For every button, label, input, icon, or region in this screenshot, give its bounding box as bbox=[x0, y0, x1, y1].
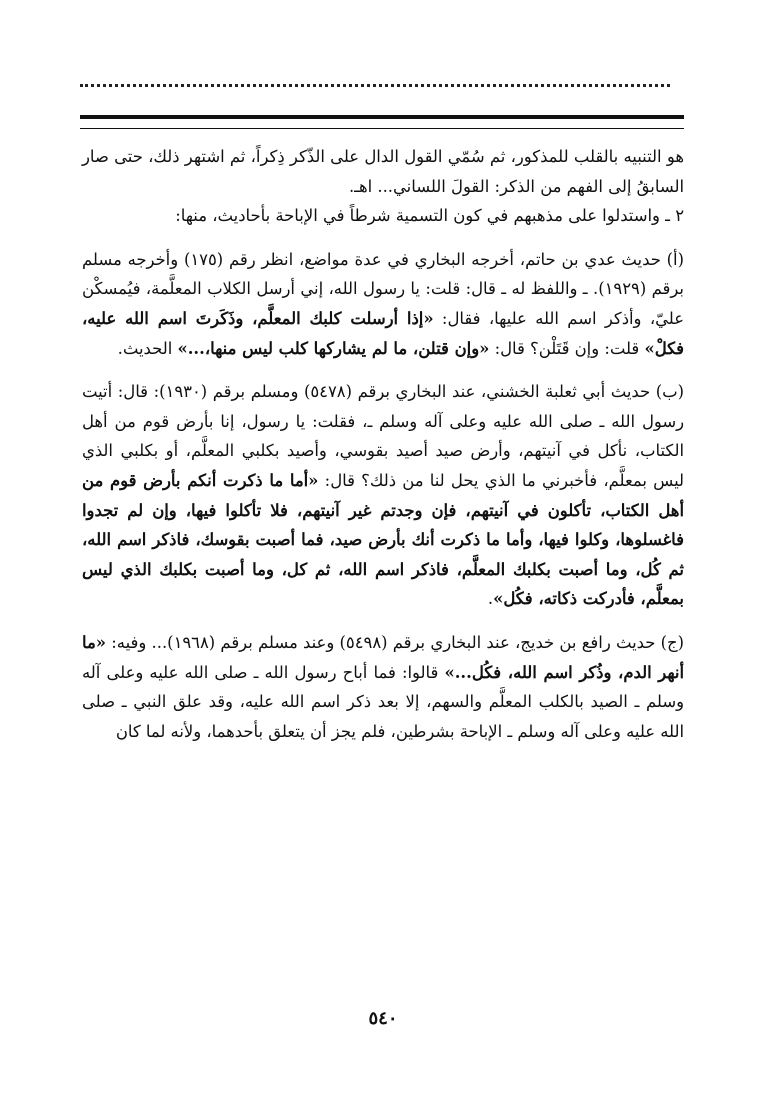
hadith-c-text-2: قالوا: فما أباح رسول الله ـ صلى الله عليه وعلى آله وسلم ـ الصيد بالكلب المعلَّم والسهم، إلا بعد ذكر اسم الله عليه، وقد علق النبي ـ صلى الله عليه وعلى آله وسلم ـ الإباحة بشرطين، فلم يجز أن يتعلق بأحدهما، ولأنه لما كان bbox=[82, 662, 684, 741]
paragraph-hadith-b bbox=[82, 377, 684, 614]
hadith-a-text-3: الحديث. bbox=[117, 338, 178, 358]
hadith-b-quote: «أما ما ذكرت أنكم بأرض قوم من أهل الكتاب، تأكلون في آنيتهم، فإن وجدتم غير آنيتهم، فلا تأكلوا فيها، وإن لم تجدوا فاغسلوها، وكلوا فيها، وأما ما ذكرت أنك بأرض صيد، فما أصبت بقوسك، فاذكر اسم الله، ثم كُل، وما أصبت بكلبك المعلَّم، فاذكر اسم الله، ثم كل، وما أصبت بكلبك الذي ليس بمعلَّم، فأدركت ذكاته، فكُل» bbox=[82, 470, 684, 609]
page-number: ٥٤٠ bbox=[368, 1008, 398, 1029]
paragraph-text: ٢ ـ واستدلوا على مذهبهم في كون التسمية شرطاً في الإباحة بأحاديث، منها: bbox=[175, 206, 684, 226]
hadith-c-quote: «ما أنهر الدم، وذُكر اسم الله، فكُل...» bbox=[82, 632, 684, 682]
hadith-b-text-2: . bbox=[487, 589, 494, 609]
hadith-a-text-1: (أ) حديث عدي بن حاتم، أخرجه البخاري في عدة مواضع، انظر رقم (١٧٥) وأخرجه مسلم برقم (١٩٢٩). ـ واللفظ له ـ قال: قلت: يا رسول الله، إني أرسل الكلاب المعلَّمة، فيُمسكْن عليّ، وأذكر اسم الله عليها، فقال: bbox=[82, 249, 684, 328]
hadith-a-quote-1: «إذا أرسلت كلبك المعلَّم، وذَكَرتَ اسم الله عليه، فكلْ» bbox=[82, 308, 684, 358]
paragraph-continuation bbox=[82, 142, 684, 201]
paragraph-hadith-c bbox=[82, 628, 684, 746]
paragraph-hadith-a bbox=[82, 245, 684, 363]
paragraph-text: هو التنبيه بالقلب للمذكور، ثم سُمّي القول الدال على الذّكر ذِكراً، ثم اشتهر ذلك، حتى صار السابقُ إلى الفهم من الذكر: القولَ اللساني... اهـ. bbox=[82, 147, 684, 196]
header-rule-thick bbox=[80, 115, 684, 119]
hadith-a-quote-2: «وإن قتلن، ما لم يشاركها كلب ليس منها،...» bbox=[177, 338, 490, 358]
paragraph-evidence-intro bbox=[82, 201, 684, 231]
dotted-separator bbox=[80, 84, 670, 87]
hadith-c-text-1: (ج) حديث رافع بن خديج، عند البخاري برقم (٥٤٩٨) وعند مسلم برقم (١٩٦٨)... وفيه: bbox=[106, 632, 684, 652]
header-rule-thin bbox=[80, 128, 684, 129]
hadith-a-text-2: قلت: وإن قَتَلْن؟ قال: bbox=[489, 338, 645, 358]
page-body bbox=[82, 142, 684, 746]
hadith-b-text-1: (ب) حديث أبي ثعلبة الخشني، عند البخاري برقم (٥٤٧٨) ومسلم برقم (١٩٣٠): قال: أتيت رسول الله ـ صلى الله عليه وعلى آله وسلم ـ، فقلت: يا رسول، إنا بأرض قوم من أهل الكتاب، نأكل في آنيتهم، وأرض صيد أصيد بقوسي، وأصيد بكلبي المعلَّم، أو بكلبي الذي ليس بمعلَّم، فأخبرني ما الذي يحل لنا من ذلك؟ قال: bbox=[82, 382, 685, 490]
